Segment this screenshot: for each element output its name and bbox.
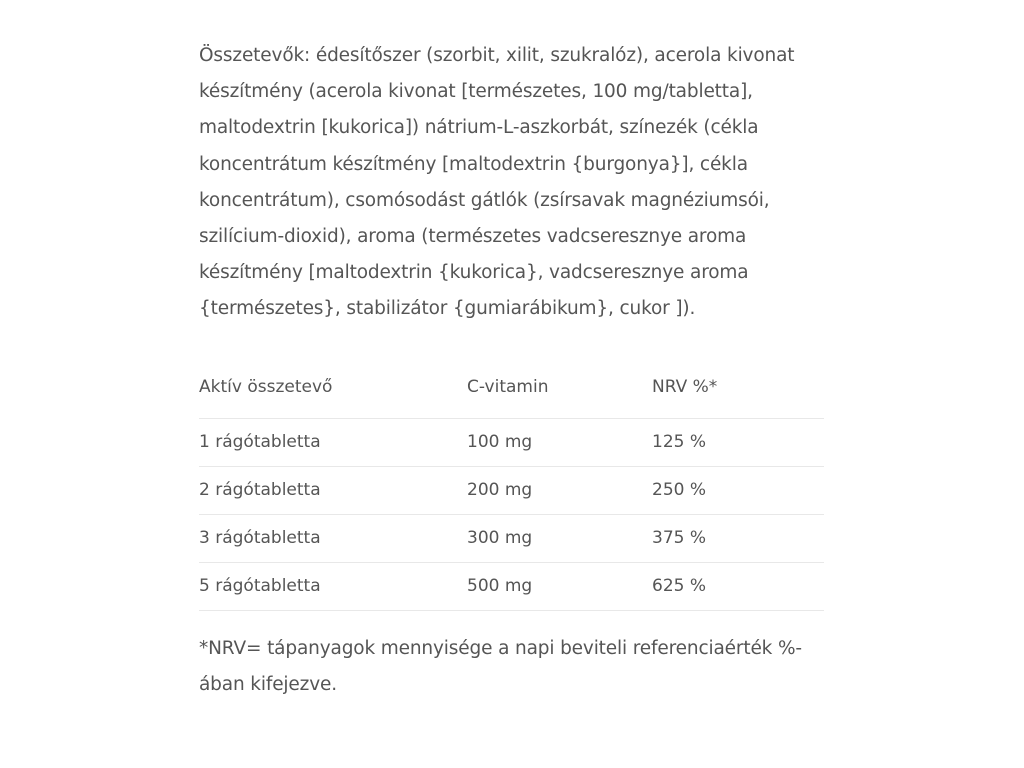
- table-header-row: [199, 361, 824, 419]
- cell-amount: 300 mg: [467, 514, 652, 562]
- cell-dose: 2 rágótabletta: [199, 466, 467, 514]
- table-row: [199, 418, 824, 466]
- cell-dose: 5 rágótabletta: [199, 562, 467, 610]
- cell-amount: 100 mg: [467, 418, 652, 466]
- nutrition-table: [199, 361, 824, 611]
- nrv-footnote: *NRV= tápanyagok mennyisége a napi beviteli referenciaérték %-ában kifejezve.: [199, 637, 802, 695]
- table-row: [199, 562, 824, 610]
- table-row: [199, 466, 824, 514]
- table-row: [199, 514, 824, 562]
- ingredients-text: Összetevők: édesítőszer (szorbit, xilit, szukralóz), acerola kivonat készítmény (acerola kivonat [természetes, 100 mg/tabletta], maltodextrin [kukorica]) nátrium-L-aszkorbát, színezék (cékla koncentrátum készítmény [maltodextrin {burgonya}], cékla koncentrátum), csomósodást gátlók (zsírsavak magnéziumsói, szilícium-dioxid), aroma (természetes vadcseresznye aroma készítmény [maltodextrin {kukorica}, vadcseresznye aroma {természetes}, stabilizátor {gumiarábikum}, cukor ]).: [199, 45, 795, 320]
- cell-nrv: 375 %: [652, 514, 824, 562]
- cell-amount: 200 mg: [467, 466, 652, 514]
- cell-nrv: 625 %: [652, 562, 824, 610]
- cell-nrv: 250 %: [652, 466, 824, 514]
- cell-nrv: 125 %: [652, 418, 824, 466]
- header-active-ingredient: Aktív összetevő: [199, 361, 467, 419]
- cell-dose: 1 rágótabletta: [199, 418, 467, 466]
- header-vitamin-c: C-vitamin: [467, 361, 652, 419]
- cell-amount: 500 mg: [467, 562, 652, 610]
- cell-dose: 3 rágótabletta: [199, 514, 467, 562]
- product-description: [199, 38, 824, 703]
- header-nrv: NRV %*: [652, 361, 824, 419]
